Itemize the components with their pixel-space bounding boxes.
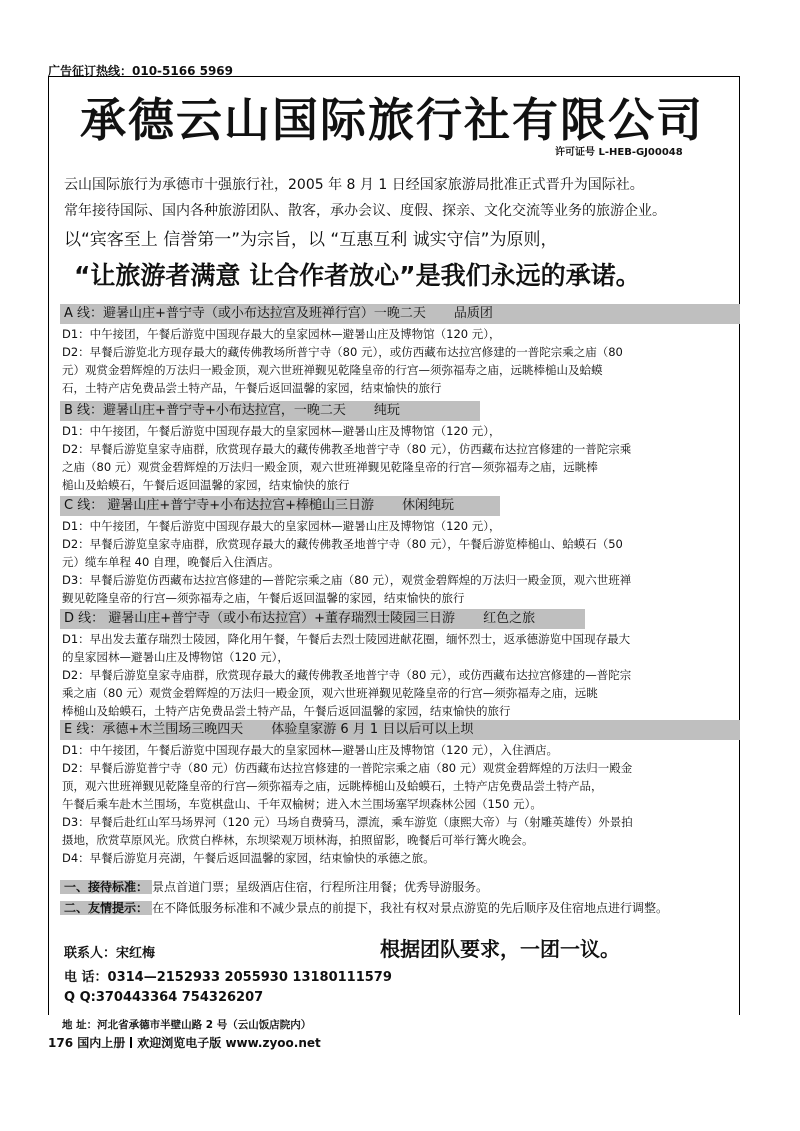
- route-b-title: B 线：避暑山庄+普宁寺+小布达拉宫，一晚二天: [64, 403, 346, 418]
- route-e-header: [60, 720, 740, 740]
- contact-qq: Q Q:370443364 754326207: [64, 990, 264, 1005]
- page-footer: [48, 1034, 321, 1051]
- itinerary-line: D2：早餐后游览皇家寺庙群，欣赏现存最大的藏传佛教圣地普宁寺（80 元），午餐后游览棒槌山、蛤蟆石（50: [62, 537, 623, 551]
- section-name: 国内上册: [77, 1036, 126, 1050]
- itinerary-line: D2：早餐后游览皇家寺庙群，欣赏现存最大的藏传佛教圣地普宁寺（80 元），或仿西藏布达拉宫修建的—普陀宗: [62, 668, 632, 682]
- route-a-title: A 线：避暑山庄+普宁寺（或小布达拉宫及班禅行宫）一晚二天: [64, 306, 426, 321]
- itinerary-line: D3：早餐后赴红山军马场界河（120 元）马场自费骑马，漂流，乘车游览（康熙大帝）与（射雕英雄传）外景拍: [62, 815, 633, 829]
- footer-site: 欢迎浏览电子版 www.zyoo.net: [137, 1036, 321, 1050]
- itinerary-line: D3：早餐后游览仿西藏布达拉宫修建的—普陀宗乘之庙（80 元），观赏金碧辉煌的万法归一殿金顶，观六世班禅: [62, 573, 632, 587]
- route-b-header: [60, 401, 480, 421]
- itinerary-line: D1：中午接团，午餐后游览中国现存最大的皇家园林—避暑山庄及博物馆（120 元），入住酒店。: [62, 743, 559, 757]
- itinerary-line: D2：早餐后游览北方现存最大的藏传佛教场所普宁寺（80 元），或仿西藏布达拉宫修建的一普陀宗乘之庙（80: [62, 345, 623, 359]
- itinerary-line: 乘之庙（80 元）观赏金碧辉煌的万法归一殿金顶，观六世班禅觐见乾隆皇帝的行宫—须弥福寿之庙，远眺: [62, 686, 598, 700]
- company-motto: “让旅游者满意 让合作者放心”是我们永远的承诺。: [74, 261, 641, 290]
- service-standard-label: 一、接待标准：: [60, 880, 152, 894]
- contact-phone: 电 话：0314—2152933 2055930 13180111579: [64, 970, 392, 985]
- itinerary-line: 顶，观六世班禅觐见乾隆皇帝的行宫—须弥福寿之庙，远眺棒槌山及蛤蟆石，土特产店免费品尝土特产品，: [62, 779, 603, 793]
- route-d-title: D 线： 避暑山庄+普宁寺（或小布达拉宫）+董存瑞烈士陵园三日游: [64, 611, 456, 626]
- route-d-header: [60, 609, 585, 629]
- company-title: 承德云山国际旅行社有限公司: [80, 93, 704, 147]
- intro-line-2: 常年接待国际、国内各种旅游团队、散客，承办会议、度假、探亲、文化交流等业务的旅游企业。: [64, 203, 666, 219]
- friendly-notice-text: 在不降低服务标准和不减少景点的前提下，我社有权对景点游览的先后顺序及住宿地点进行调整。: [152, 901, 669, 915]
- itinerary-line: 的皇家园林—避暑山庄及博物馆（120 元），: [62, 650, 289, 664]
- itinerary-line: D1：中午接团，午餐后游览中国现存最大的皇家园林—避暑山庄及博物馆（120 元），: [62, 519, 501, 533]
- route-d-tag: 红色之旅: [483, 611, 536, 626]
- itinerary-line: 午餐后乘车赴木兰围场，车览棋盘山、千年双榆树；进入木兰围场塞罕坝森林公园（150 元）。: [62, 797, 542, 811]
- slogan-principles: 以“宾客至上 信誉第一”为宗旨，以 “互惠互利 诚实守信”为原则，: [64, 230, 558, 250]
- route-b-tag: 纯玩: [373, 403, 400, 418]
- group-slogan: 根据团队要求，一团一议。: [380, 937, 620, 961]
- route-b-itinerary: [62, 422, 742, 494]
- license-number: 许可证号 L-HEB-GJ00048: [555, 147, 683, 158]
- itinerary-line: D1：中午接团，午餐后游览中国现存最大的皇家园林—避暑山庄及博物馆（120 元），: [62, 327, 501, 341]
- itinerary-line: 摄地，欣赏草原风光。欣赏白桦林，东坝梁观万顷林海，拍照留影，晚餐后可举行篝火晚会。: [62, 833, 534, 847]
- route-e-title: E 线：承德+木兰围场三晚四天: [64, 722, 244, 737]
- contact-address: 地 址：河北省承德市半壁山路 2 号（云山饭店院内）: [62, 1019, 312, 1031]
- service-standard-text: 景点首道门票；星级酒店住宿，行程所注用餐；优秀导游服务。: [152, 880, 489, 894]
- itinerary-line: 觐见乾隆皇帝的行宫—须弥福寿之庙，午餐后返回温馨的家园，结束愉快的旅行: [62, 591, 465, 605]
- itinerary-line: D4：早餐后游览月亮湖，午餐后返回温馨的家园，结束愉快的承德之旅。: [62, 851, 435, 865]
- itinerary-line: D2：早餐后游览皇家寺庙群，欣赏现存最大的藏传佛教圣地普宁寺（80 元），仿西藏布达拉宫修建的一普陀宗乘: [62, 442, 632, 456]
- route-a-tag: 品质团: [453, 306, 493, 321]
- itinerary-line: 石，土特产店免费品尝土特产品，午餐后返回温馨的家园，结束愉快的旅行: [62, 381, 442, 395]
- footer-divider: [130, 1037, 132, 1048]
- friendly-notice: [60, 898, 668, 918]
- itinerary-line: D2：早餐后游览普宁寺（80 元）仿西藏布达拉宫修建的一普陀宗乘之庙（80 元）观赏金碧辉煌的万法归一殿金: [62, 761, 633, 775]
- route-c-header: [60, 496, 500, 516]
- contact-person: 联系人：宋红梅: [64, 946, 156, 961]
- itinerary-line: 之庙（80 元）观赏金碧辉煌的万法归一殿金顶，观六世班禅觐见乾隆皇帝的行宫—须弥福寿之庙，远眺棒: [62, 460, 598, 474]
- itinerary-line: 槌山及蛤蟆石，午餐后返回温馨的家园，结束愉快的旅行: [62, 478, 350, 492]
- route-c-itinerary: [62, 517, 742, 607]
- intro-line-1: 云山国际旅行为承德市十强旅行社，2005 年 8 月 1 日经国家旅游局批准正式晋升为国际社。: [64, 177, 644, 193]
- route-a-header: [60, 304, 740, 324]
- route-e-itinerary: [62, 741, 742, 867]
- friendly-notice-label: 二、友情提示：: [60, 901, 152, 915]
- itinerary-line: 元）观赏金碧辉煌的万法归一殿金顶，观六世班禅觐见乾隆皇帝的行宫—须弥福寿之庙，远眺棒槌山及蛤蟆: [62, 363, 603, 377]
- ad-hotline: 广告征订热线：010-5166 5969: [48, 64, 234, 78]
- itinerary-line: D1：中午接团，午餐后游览中国现存最大的皇家园林—避暑山庄及博物馆（120 元），: [62, 424, 501, 438]
- itinerary-line: D1：早出发去董存瑞烈士陵园，降化用午餐，午餐后去烈士陵园进献花圈，缅怀烈士，返承德游览中国现存最大: [62, 632, 631, 646]
- service-standard: [60, 877, 488, 897]
- page-number: 176: [48, 1036, 74, 1050]
- itinerary-line: 棒槌山及蛤蟆石，土特产店免费品尝土特产品，午餐后返回温馨的家园，结束愉快的旅行: [62, 704, 511, 718]
- route-c-tag: 休闲纯玩: [402, 498, 455, 513]
- route-a-itinerary: [62, 325, 742, 397]
- route-e-tag: 体验皇家游 6 月 1 日以后可以上坝: [271, 722, 474, 737]
- itinerary-line: 元）缆车单程 40 自理，晚餐后入住酒店。: [62, 555, 280, 569]
- route-d-itinerary: [62, 630, 742, 720]
- route-c-title: C 线： 避暑山庄+普宁寺+小布达拉宫+棒槌山三日游: [64, 498, 375, 513]
